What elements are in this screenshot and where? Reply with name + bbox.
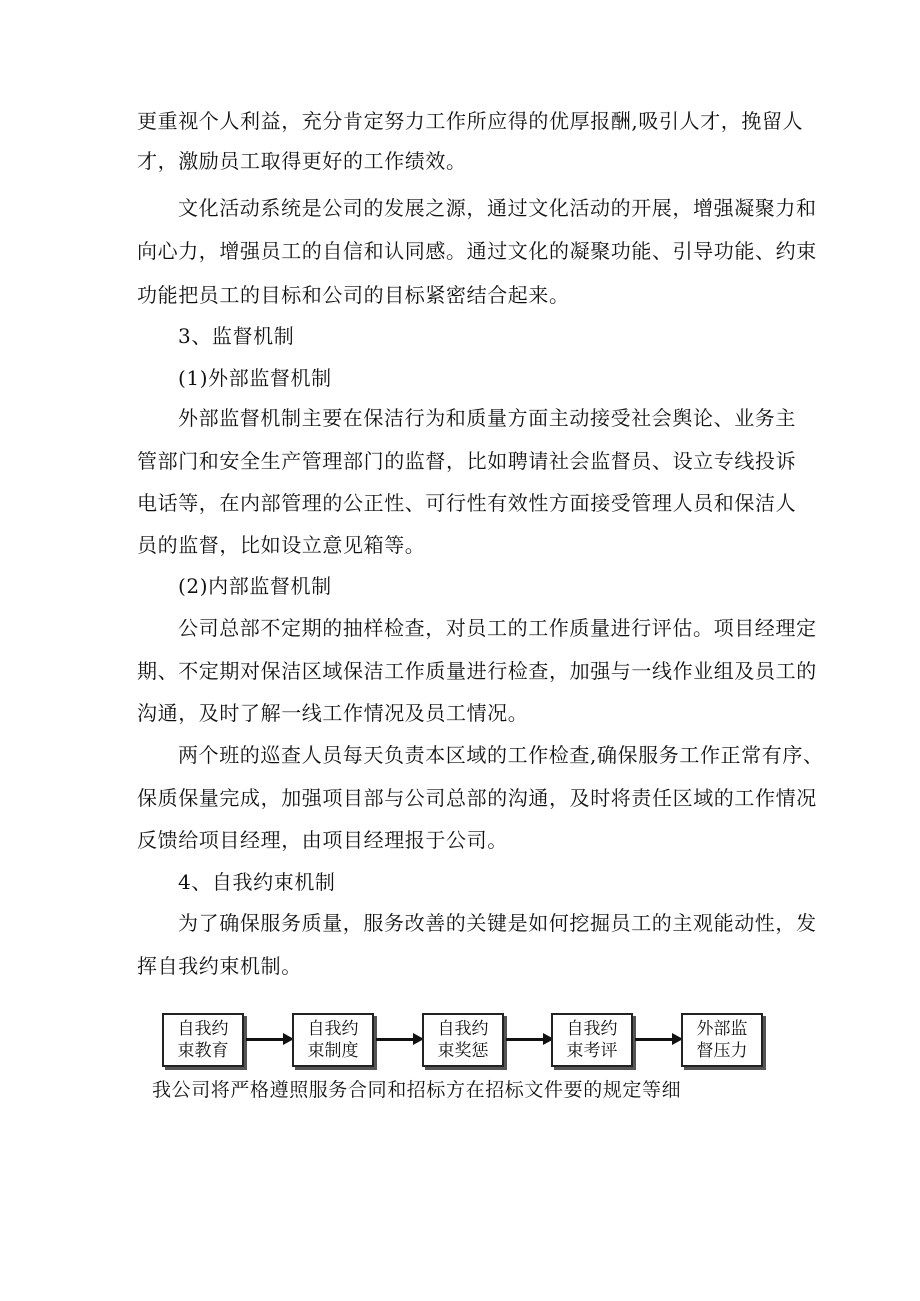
flow-box-line: 束奖惩 [437,1041,489,1061]
flow-box [292,1013,374,1067]
text-line: 向心力，增强员工的自信和认同感。通过文化的凝聚功能、引导功能、约束 [137,239,817,263]
text-line: 管部门和安全生产管理部门的监督，比如聘请社会监督员、设立专线投诉 [137,449,797,473]
arrow-right-icon [376,1038,414,1041]
flow-box-line: 束考评 [566,1041,618,1061]
flow-box-line: 自我约 [437,1019,489,1039]
closing-line: 我公司将严格遵照服务合同和招标方在招标文件要的规定等细 [152,1079,682,1101]
text-line: 电话等，在内部管理的公正性、可行性有效性方面接受管理人员和保洁人 [137,491,797,515]
flow-box-line: 束制度 [307,1041,359,1061]
subsection-heading: (2)内部监督机制 [178,574,332,598]
section-heading: 4、自我约束机制 [178,870,336,894]
flow-box [681,1013,763,1067]
text-line: 期、不定期对保洁区域保洁工作质量进行检查，加强与一线作业组及员工的 [137,659,817,683]
flow-box-line: 督压力 [696,1041,748,1061]
flow-box [162,1013,244,1067]
text-line: 沟通，及时了解一线工作情况及员工情况。 [137,701,529,725]
text-line: 两个班的巡查人员每天负责本区域的工作检查,确保服务工作正常有序、 [178,743,824,767]
arrow-right-icon [635,1038,673,1041]
text-line: 公司总部不定期的抽样检查，对员工的工作质量进行评估。项目经理定 [178,616,817,640]
flow-box-line: 自我约 [307,1019,359,1039]
text-line: 为了确保服务质量，服务改善的关键是如何挖掘员工的主观能动性，发 [178,911,817,935]
arrow-right-icon [246,1038,284,1041]
flow-box [551,1013,633,1067]
text-line: 挥自我约束机制。 [137,954,302,978]
flow-box-line: 束教育 [177,1041,229,1061]
text-line: 文化活动系统是公司的发展之源，通过文化活动的开展，增强凝聚力和 [178,196,817,220]
text-line: 保质保量完成，加强项目部与公司总部的沟通，及时将责任区域的工作情况 [137,786,817,810]
flow-box-line: 自我约 [177,1019,229,1039]
text-line: 功能把员工的目标和公司的目标紧密结合起来。 [137,283,570,307]
text-line: 员的监督，比如设立意见箱等。 [137,533,426,557]
arrow-right-icon [506,1038,544,1041]
flow-box-line: 外部监 [696,1019,748,1039]
text-line: 更重视个人利益，充分肯定努力工作所应得的优厚报酬,吸引人才，挽留人 [137,109,804,133]
text-line: 外部监督机制主要在保洁行为和质量方面主动接受社会舆论、业务主 [178,406,796,430]
flow-box-line: 自我约 [566,1019,618,1039]
text-line: 才，激励员工取得更好的工作绩效。 [137,149,467,173]
text-line: 反馈给项目经理，由项目经理报于公司。 [137,828,508,852]
section-heading: 3、监督机制 [178,324,295,348]
flow-box [422,1013,504,1067]
subsection-heading: (1)外部监督机制 [178,366,332,390]
